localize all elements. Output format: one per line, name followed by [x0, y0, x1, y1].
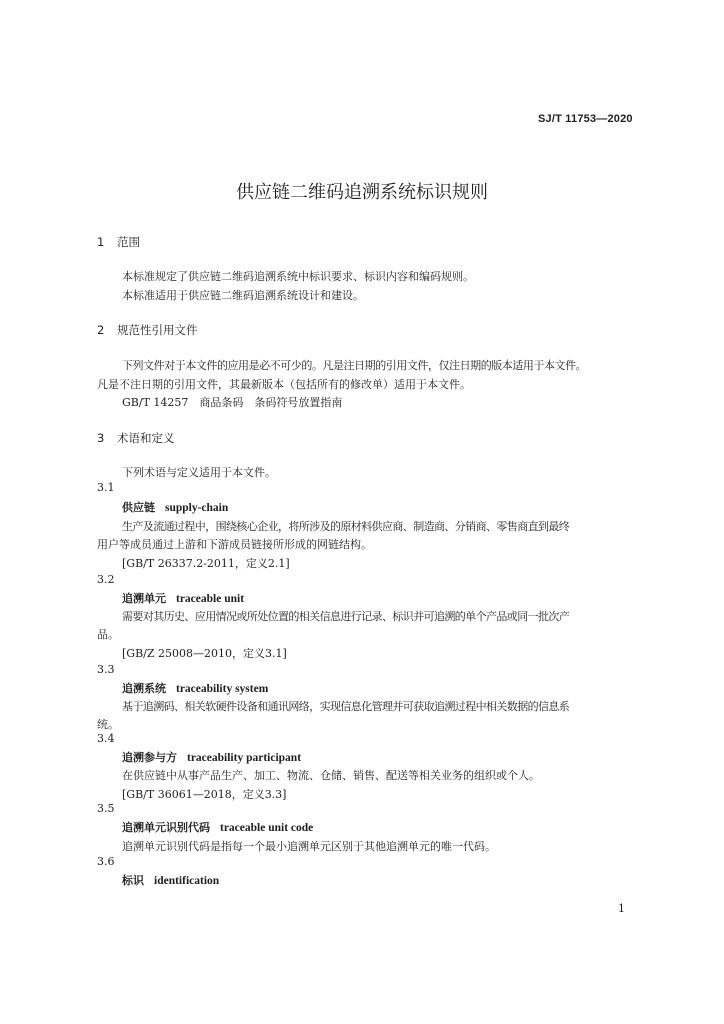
document-title: 供应链二维码追溯系统标识规则 [236, 182, 488, 203]
page-number: 1 [618, 902, 625, 915]
section-number: 2 [97, 323, 105, 337]
term-number: 3.2 [97, 573, 115, 586]
term-source: [GB/T 36061—2018，定义3.3] [122, 788, 287, 801]
section-title: 范围 [117, 235, 140, 249]
section-title: 规范性引用文件 [117, 323, 198, 337]
standard-code: SJ/T 11753—2020 [538, 113, 633, 125]
paragraph: 本标准适用于供应链二维码追溯系统设计和建设。 [122, 289, 364, 302]
term-zh: 追溯单元 [122, 592, 166, 605]
term-zh: 追溯参与方 [122, 751, 177, 764]
term-number: 3.1 [97, 481, 115, 494]
term-en: traceable unit [176, 593, 245, 605]
term-heading [122, 590, 244, 606]
term-heading [122, 819, 313, 835]
term-en: traceability participant [187, 752, 302, 764]
term-number: 3.6 [97, 855, 115, 868]
section-number: 1 [97, 235, 105, 249]
term-heading [122, 499, 228, 515]
term-heading [122, 749, 301, 765]
term-definition: 生产及流通过程中，围绕核心企业，将所涉及的原材料供应商、制造商、分销商、零售商直到最终 [122, 520, 570, 533]
term-definition: 追溯单元识别代码是指每一个最小追溯单元区别于其他追溯单元的唯一代码。 [122, 840, 496, 853]
term-source: [GB/T 26337.2-2011，定义2.1] [122, 557, 290, 570]
term-definition: 在供应链中从事产品生产、加工、物流、仓储、销售、配送等相关业务的组织或个人。 [122, 769, 540, 782]
term-zh: 追溯系统 [122, 682, 166, 695]
term-zh: 追溯单元识别代码 [122, 821, 210, 834]
section-heading-3 [97, 430, 175, 446]
section-heading-2 [97, 322, 198, 338]
term-number: 3.3 [97, 663, 115, 676]
paragraph: 下列术语与定义适用于本文件。 [122, 466, 276, 479]
term-en: identification [154, 875, 220, 887]
term-definition: 基于追溯码、相关软硬件设备和通讯网络，实现信息化管理并可获取追溯过程中相关数据的信息系 [122, 700, 570, 713]
term-source: [GB/Z 25008—2010，定义3.1] [122, 647, 287, 660]
term-en: supply-chain [165, 502, 229, 514]
term-heading [122, 872, 219, 888]
paragraph: 凡是不注日期的引用文件，其最新版本（包括所有的修改单）适用于本文件。 [97, 378, 471, 391]
term-en: traceable unit code [220, 822, 314, 834]
term-definition: 需要对其历史、应用情况或所处位置的相关信息进行记录、标识并可追溯的单个产品或同一批次产 [122, 610, 570, 623]
term-zh: 供应链 [122, 501, 155, 514]
term-definition: 用户等成员通过上游和下游成员链接所形成的网链结构。 [97, 538, 372, 551]
term-number: 3.5 [97, 802, 115, 815]
term-number: 3.4 [97, 732, 115, 745]
term-en: traceability system [176, 683, 269, 695]
reference-item: GB/T 14257 商品条码 条码符号放置指南 [122, 396, 343, 409]
paragraph: 本标准规定了供应链二维码追溯系统中标识要求、标识内容和编码规则。 [122, 270, 474, 283]
section-number: 3 [97, 431, 105, 445]
section-title: 术语和定义 [117, 431, 175, 445]
section-heading-1 [97, 234, 140, 250]
term-zh: 标识 [122, 874, 144, 887]
term-definition: 统。 [97, 718, 119, 731]
term-heading [122, 680, 268, 696]
paragraph: 下列文件对于本文件的应用是必不可少的。凡是注日期的引用文件，仅注日期的版本适用于本文件。 [122, 359, 587, 372]
term-definition: 品。 [97, 628, 119, 641]
